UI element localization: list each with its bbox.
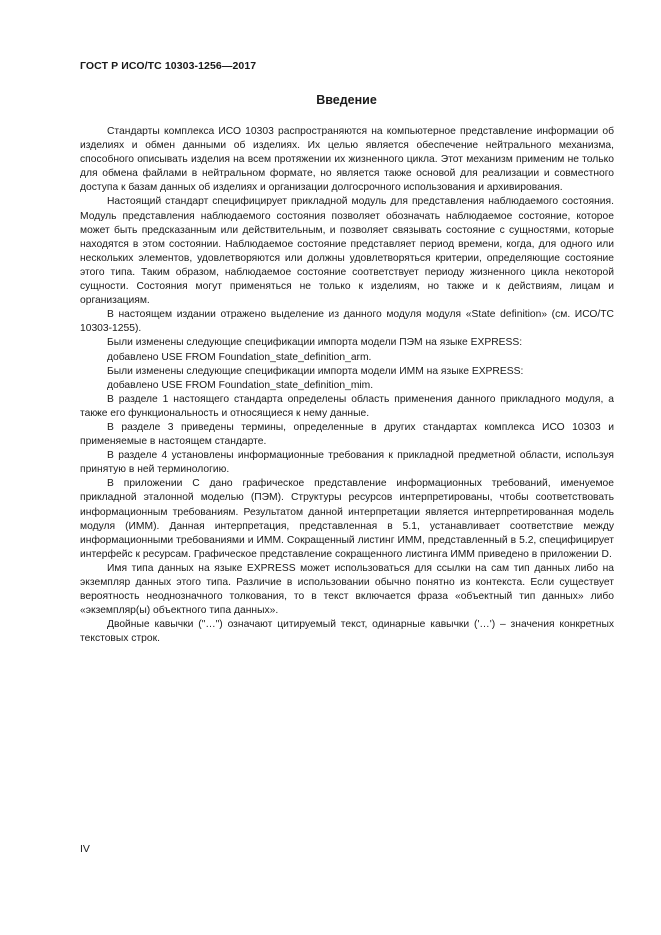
paragraph-quotation-marks: Двойные кавычки ("…") означают цитируемый текст, одинарные кавычки ('…') – значения конкретных текстовых строк. [80,619,614,645]
paragraph-express-type-names: Имя типа данных на языке EXPRESS может использоваться для ссылки на сам тип данных либо на экземпляр данных этого типа. Различие в использовании обычно понятно из контекста. Если существует вероятность неоднозначного толкования, то в текст включается фраза «объектный тип данных» либо «экземпляр(ы) объектного типа данных». [80,562,614,617]
paragraph-mim-import-changed: Были изменены следующие спецификации импорта модели ИММ на языке EXPRESS: [107,365,524,377]
paragraph-arm-import-changed: Были изменены следующие спецификации импорта модели ПЭМ на языке EXPRESS: [107,337,523,349]
section-title: Введение [316,93,377,107]
paragraph-mim-use-from: добавлено USE FROM Foundation_state_definition_mim. [107,379,374,391]
paragraph-standards-overview: Стандарты комплекса ИСО 10303 распространяются на компьютерное представление информации об изделиях и обмен данными об изделиях. Их целью является обеспечение нейтрального механизма, способного описывать изделия на всем протяжении их жизненного цикла. Этот механизм применим не только для обмена файлами в нейтральном формате, но является также основой для реализации и совместного доступа к базам данных об изделиях и организации долгосрочного использования и архивирования. [80,126,614,194]
paragraph-section-1: В разделе 1 настоящего стандарта определены область применения данного прикладного модуля, а также его функциональность и относящиеся к нему данные. [80,393,614,419]
paragraph-edition-note: В настоящем издании отражено выделение из данного модуля модуля «State definition» (см. ИСО/ТС 10303-1255). [80,309,614,335]
paragraph-arm-use-from: добавлено USE FROM Foundation_state_definition_arm. [107,351,372,363]
document-standard-code: ГОСТ Р ИСО/ТС 10303-1256—2017 [80,60,257,72]
document-body [80,125,614,646]
paragraph-annex-c: В приложении С дано графическое представление информационных требований, именуемое прикладной эталонной моделью (ПЭМ). Структуры ресурсов интерпретированы, чтобы соответствовать информационным требованиям. Результатом данной интерпретации является интерпретированная модель модуля (ИММ). Данная интерпретация, представленная в 5.1, устанавливает соответствие между информационными требованиями и ИММ. Сокращенный листинг ИММ, представленный в 5.2, специфицирует интерфейс к ресурсам. Графическое представление сокращенного листинга ИММ приведено в приложении D. [80,478,614,560]
page-number: IV [80,843,90,855]
paragraph-section-3: В разделе 3 приведены термины, определенные в других стандартах комплекса ИСО 10303 и применяемые в настоящем стандарте. [80,421,614,448]
paragraph-module-description: Настоящий стандарт специфицирует прикладной модуль для представления наблюдаемого состояния. Модуль представления наблюдаемого состояния позволяет обозначать наблюдаемое состояние, которое может быть предсказанным или действительным, и позволяет связывать состояние с сущностями, которые находятся в этом состоянии. Наблюдаемое состояние представляет период времени, когда, для одного или нескольких элементов, удовлетворяются или должны удовлетворяться критерии, определяющие состояние этого типа. Таким образом, наблюдаемое состояние соответствует периоду жизненного цикла некоторой сущности. Состояния могут применяться не только к изделиям, но также и к действиям, лицам и организациям. [80,196,614,307]
paragraph-section-4: В разделе 4 установлены информационные требования к прикладной предметной области, используя принятую в ней терминологию. [80,450,614,476]
